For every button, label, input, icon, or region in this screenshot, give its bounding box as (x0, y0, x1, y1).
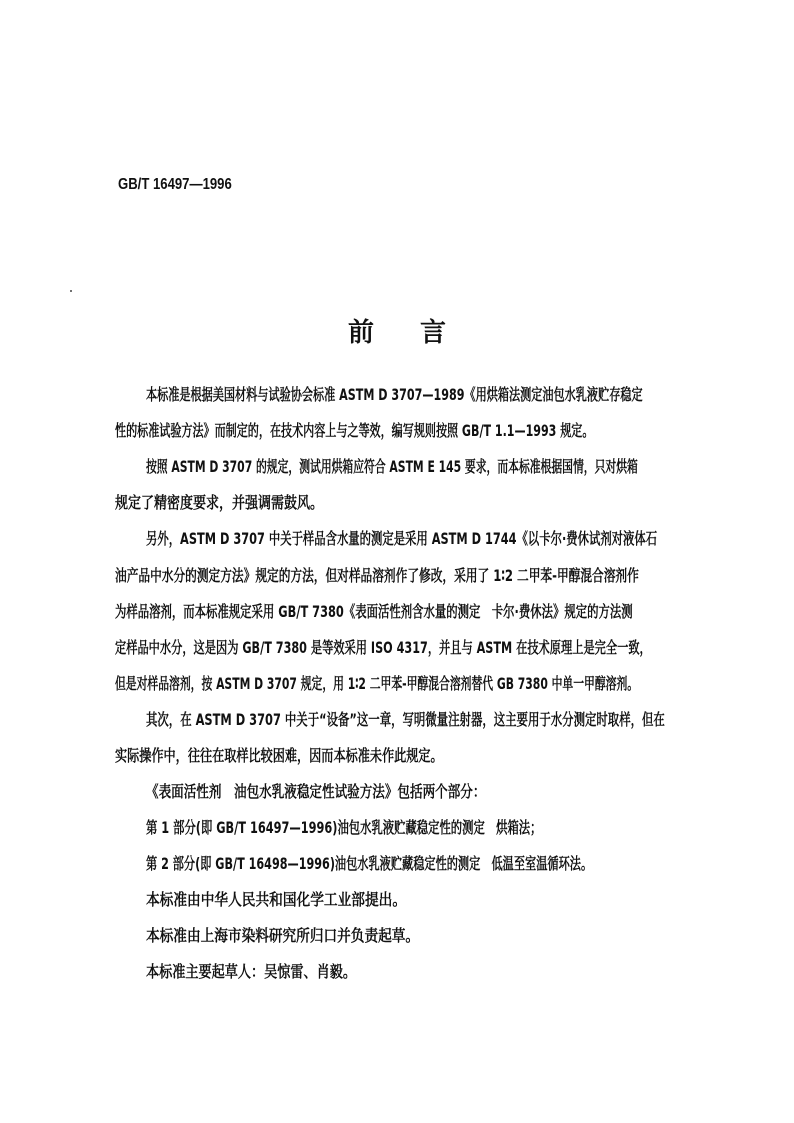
paragraph-line: 规定了精密度要求，并强调需鼓风。 (115, 493, 324, 512)
paragraph-line: 定样品中水分，这是因为 GB/T 7380 是等效采用 ISO 4317，并且与 ASTM 在技术原理上是完全一致， (115, 638, 651, 657)
paragraph-line: 实际操作中，往往在取样比较困难，因而本标准未作此规定。 (115, 746, 443, 765)
paragraph-line: 其次，在 ASTM D 3707 中关于“设备”这一章，写明微量注射器，这主要用于水分测定时取样，但在 (146, 710, 665, 729)
paragraph-line: 油产品中水分的测定方法》规定的方法，但对样品溶剂作了修改，采用了 1∶2 二甲苯-甲醇混合溶剂作 (115, 566, 639, 585)
paragraph-line: 第 1 部分(即 GB/T 16497—1996)油包水乳液贮藏稳定性的测定 烘箱法； (146, 818, 542, 837)
paragraph-line: 为样品溶剂，而本标准规定采用 GB/T 7380《表面活性剂含水量的测定 卡尔·费休法》规定的方法测 (115, 602, 633, 621)
paragraph-line: 但是对样品溶剂，按 ASTM D 3707 规定，用 1∶2 二甲苯-甲醇混合溶剂替代 GB 7380 中单一甲醇溶剂。 (115, 674, 639, 693)
scan-speck (70, 290, 72, 292)
paragraph-line: 《表面活性剂 油包水乳液稳定性试验方法》包括两个部分： (146, 782, 486, 801)
paragraph-line: 本标准由上海市染料研究所归口并负责起草。 (146, 926, 420, 945)
paragraph-line: 本标准是根据美国材料与试验协会标准 ASTM D 3707—1989《用烘箱法测定油包水乳液贮存稳定 (146, 385, 643, 404)
paragraph-line: 第 2 部分(即 GB/T 16498—1996)油包水乳液贮藏稳定性的测定 低温至室温循环法。 (146, 854, 593, 873)
paragraph-line: 另外，ASTM D 3707 中关于样品含水量的测定是采用 ASTM D 1744《以卡尔·费休试剂对液体石 (146, 529, 658, 548)
paragraph-line: 按照 ASTM D 3707 的规定，测试用烘箱应符合 ASTM E 145 要求，而本标准根据国情，只对烘箱 (146, 457, 638, 476)
page-title: 前言 (347, 318, 492, 348)
paragraph-line: 性的标准试验方法》而制定的，在技术内容上与之等效，编写规则按照 GB/T 1.1—1993 规定。 (115, 421, 594, 440)
paragraph-line: 本标准主要起草人：吴惊雷、肖毅。 (146, 962, 357, 981)
paragraph-line: 本标准由中华人民共和国化学工业部提出。 (146, 890, 407, 909)
standard-number: GB/T 16497—1996 (118, 176, 232, 193)
